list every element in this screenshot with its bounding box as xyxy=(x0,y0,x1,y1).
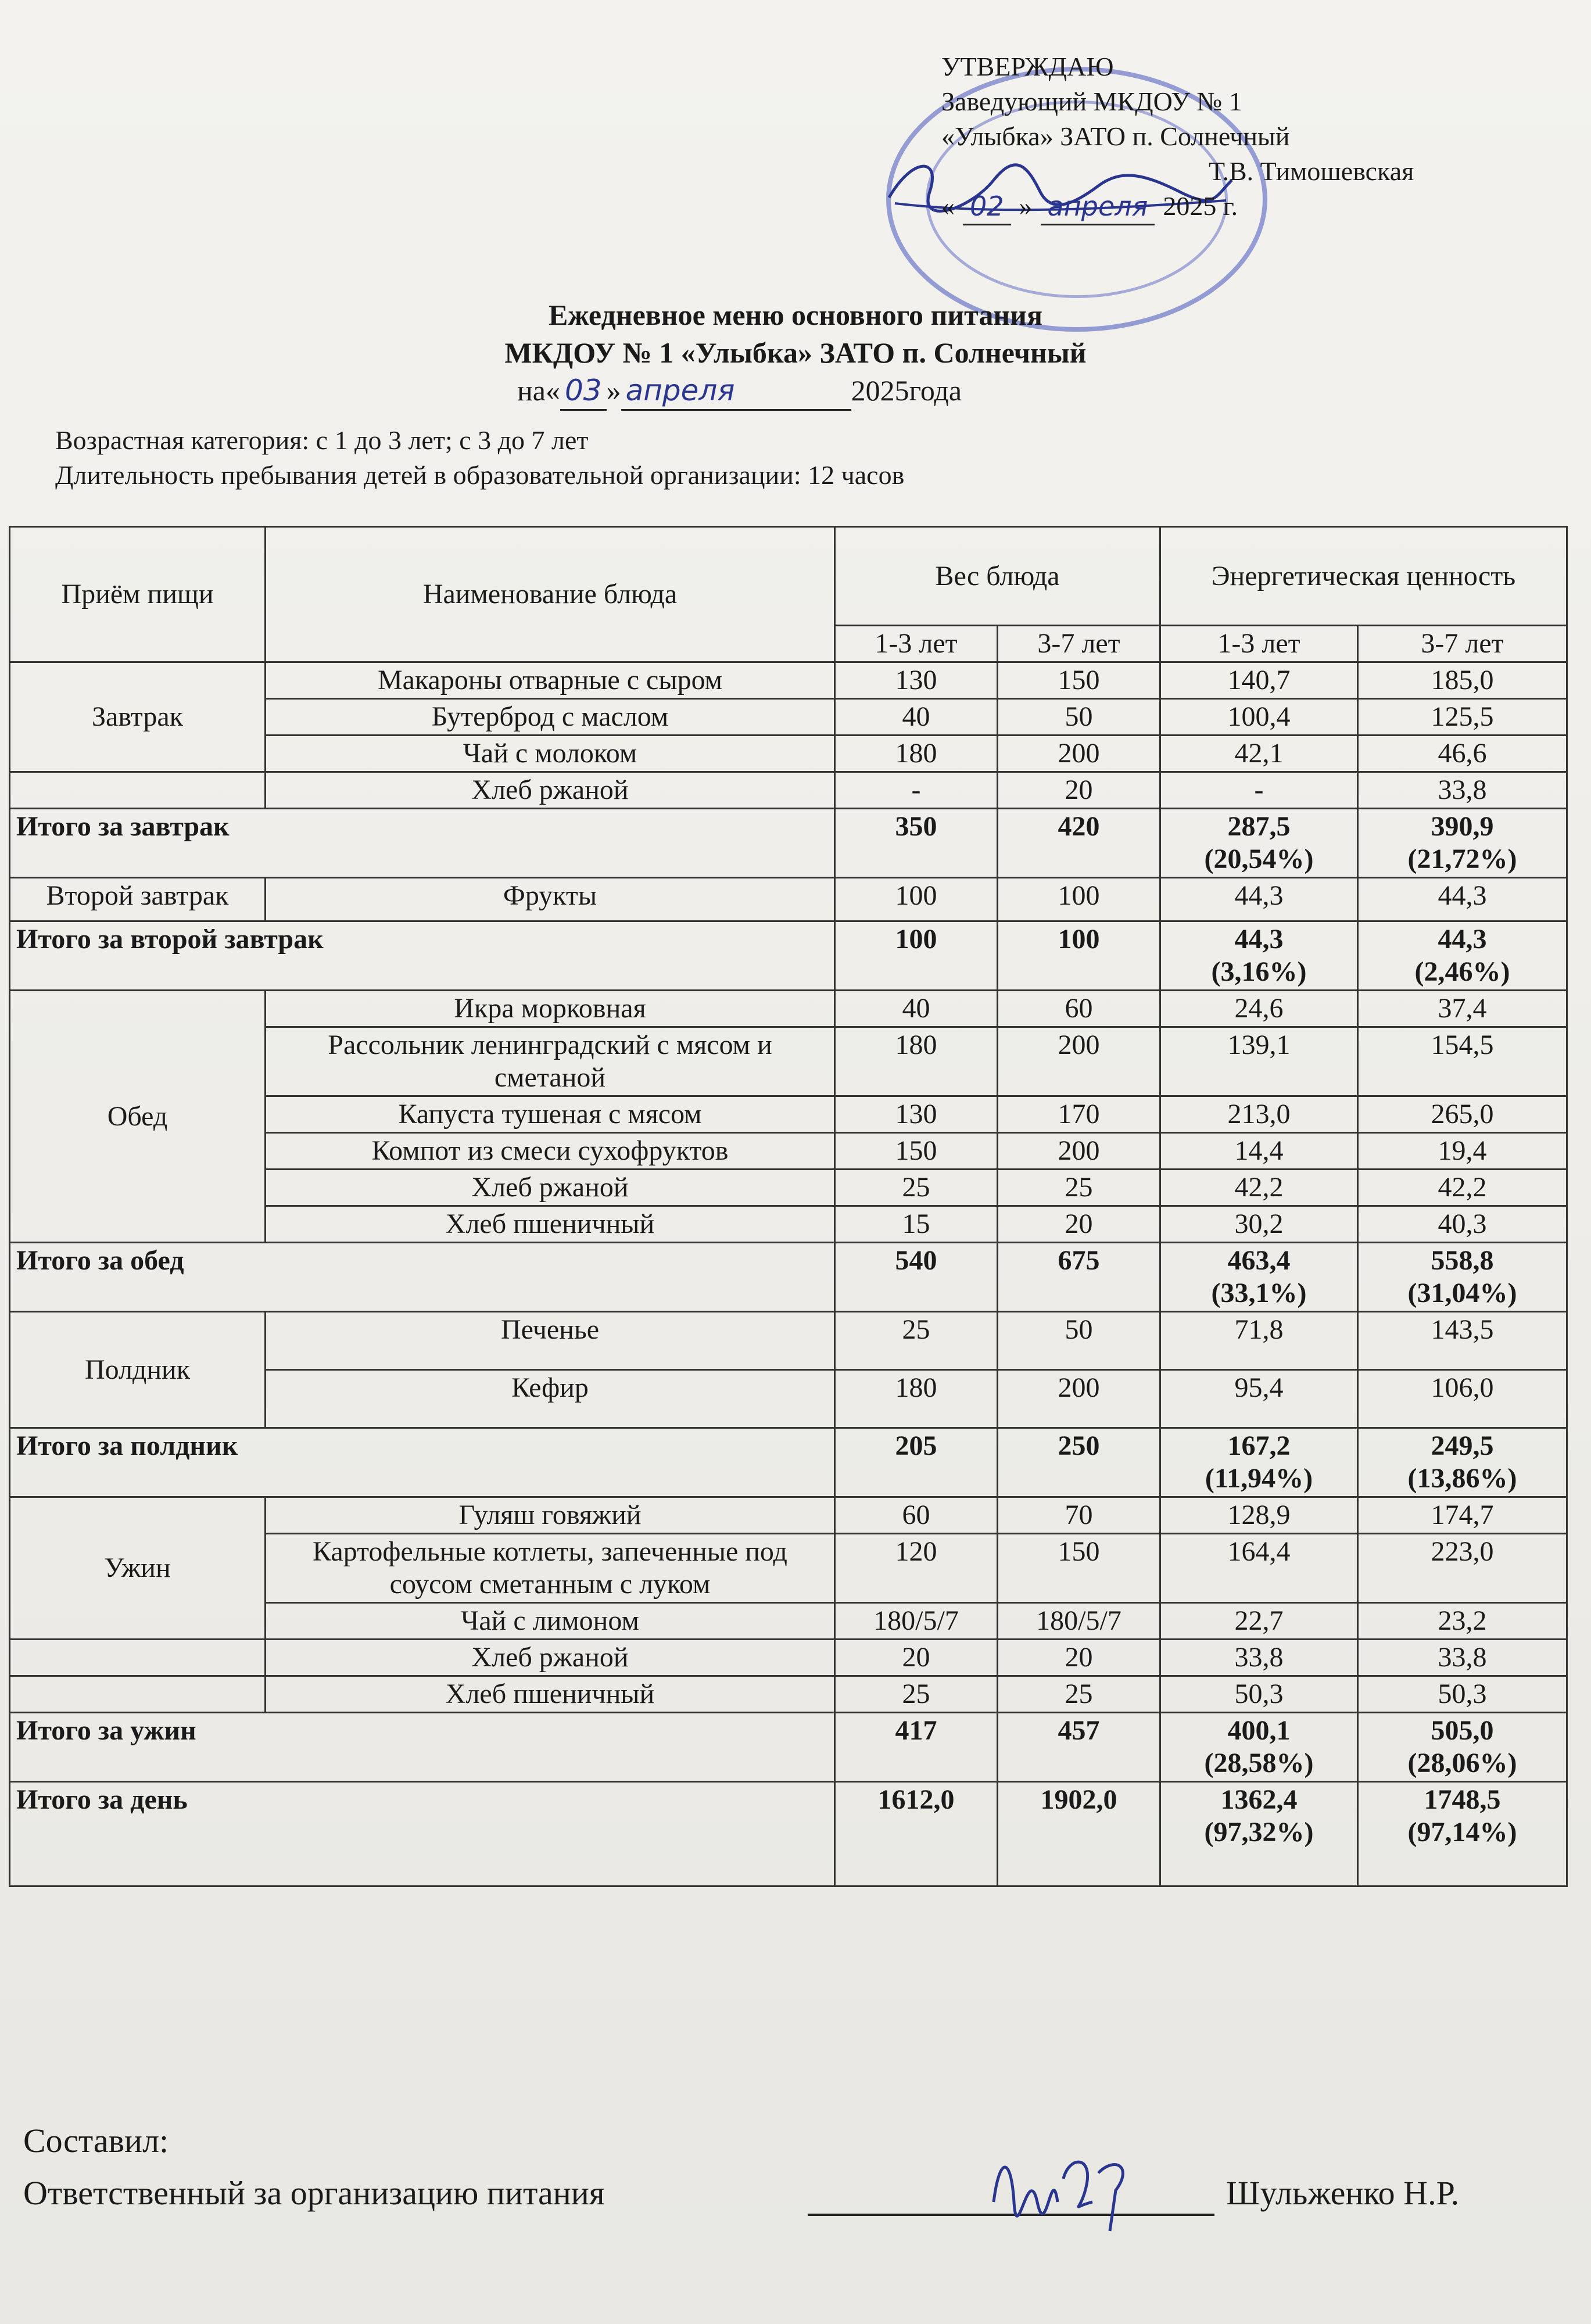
weight-1-3: 100 xyxy=(835,878,998,921)
menu-date-mid: » xyxy=(606,374,621,407)
dish-name: Капуста тушеная с мясом xyxy=(266,1096,835,1133)
energy-1-3: 139,1 xyxy=(1160,1027,1358,1096)
energy-1-3: 50,3 xyxy=(1160,1676,1358,1713)
energy-1-3: 14,4 xyxy=(1160,1133,1358,1170)
menu-title: Ежедневное меню основного питания xyxy=(548,299,1043,331)
energy-1-3: 100,4 xyxy=(1160,699,1358,736)
approval-heading: УТВЕРЖДАЮ xyxy=(941,52,1114,81)
weight-1-3: 40 xyxy=(835,991,998,1027)
total-energy-3-7 xyxy=(1358,921,1567,991)
meal-empty xyxy=(10,772,266,809)
header-weight-1-3: 1-3 лет xyxy=(835,626,998,662)
total-row-breakfast xyxy=(10,809,1567,878)
table-row xyxy=(10,662,1567,699)
energy-1-3: 42,2 xyxy=(1160,1170,1358,1206)
weight-1-3: - xyxy=(835,772,998,809)
total-row-snack xyxy=(10,1428,1567,1497)
total-label: Итого за завтрак xyxy=(10,809,835,878)
weight-1-3: 25 xyxy=(835,1676,998,1713)
total-energy-percent: (13,86%) xyxy=(1407,1463,1517,1494)
energy-1-3: 24,6 xyxy=(1160,991,1358,1027)
weight-1-3: 60 xyxy=(835,1497,998,1534)
total-energy-3-7 xyxy=(1358,1428,1567,1497)
total-energy-3-7 xyxy=(1358,809,1567,878)
total-label: Итого за день xyxy=(10,1782,835,1887)
total-energy-1-3 xyxy=(1160,1713,1358,1782)
weight-3-7: 25 xyxy=(998,1676,1160,1713)
total-weight-3-7: 100 xyxy=(998,921,1160,991)
meal-empty xyxy=(10,1676,266,1713)
total-weight-1-3: 417 xyxy=(835,1713,998,1782)
weight-3-7: 200 xyxy=(998,1027,1160,1096)
energy-3-7: 143,5 xyxy=(1358,1312,1567,1370)
weight-3-7: 70 xyxy=(998,1497,1160,1534)
header-energy: Энергетическая ценность xyxy=(1160,527,1567,626)
total-energy-percent: (2,46%) xyxy=(1414,956,1510,987)
energy-3-7: 154,5 xyxy=(1358,1027,1567,1096)
weight-3-7: 50 xyxy=(998,699,1160,736)
dish-name: Компот из смеси сухофруктов xyxy=(266,1133,835,1170)
table-row xyxy=(10,1640,1567,1676)
energy-1-3: 213,0 xyxy=(1160,1096,1358,1133)
weight-3-7: 150 xyxy=(998,662,1160,699)
weight-1-3: 130 xyxy=(835,662,998,699)
meal-dinner: Ужин xyxy=(10,1497,266,1640)
weight-3-7: 25 xyxy=(998,1170,1160,1206)
meal-lunch: Обед xyxy=(10,991,266,1243)
total-energy-value: 390,9 xyxy=(1431,811,1494,842)
weight-3-7: 100 xyxy=(998,878,1160,921)
weight-1-3: 180 xyxy=(835,1370,998,1428)
total-row-lunch xyxy=(10,1243,1567,1312)
weight-3-7: 20 xyxy=(998,772,1160,809)
total-weight-1-3: 205 xyxy=(835,1428,998,1497)
energy-3-7: 223,0 xyxy=(1358,1534,1567,1603)
total-energy-value: 1748,5 xyxy=(1424,1784,1501,1815)
total-energy-value: 400,1 xyxy=(1227,1715,1291,1746)
table-row xyxy=(10,1312,1567,1370)
approval-date-day: 02 xyxy=(963,189,1011,225)
energy-1-3: - xyxy=(1160,772,1358,809)
responsible-name: Шульженко Н.Р. xyxy=(1226,2174,1460,2212)
dish-name: Печенье xyxy=(266,1312,835,1370)
energy-3-7: 106,0 xyxy=(1358,1370,1567,1428)
weight-3-7: 50 xyxy=(998,1312,1160,1370)
total-weight-1-3: 350 xyxy=(835,809,998,878)
total-energy-percent: (20,54%) xyxy=(1204,844,1314,874)
total-row-dinner xyxy=(10,1713,1567,1782)
approval-name: Т.В. Тимошевская xyxy=(1209,156,1414,186)
approval-date xyxy=(941,189,1522,225)
weight-3-7: 60 xyxy=(998,991,1160,1027)
total-energy-value: 44,3 xyxy=(1438,924,1487,955)
age-category: Возрастная категория: с 1 до 3 лет; с 3 до 7 лет xyxy=(55,425,589,455)
dish-name: Кефир xyxy=(266,1370,835,1428)
composed-by-label: Составил: xyxy=(23,2122,169,2160)
total-weight-1-3: 100 xyxy=(835,921,998,991)
header-energy-1-3: 1-3 лет xyxy=(1160,626,1358,662)
weight-1-3: 25 xyxy=(835,1312,998,1370)
weight-3-7: 180/5/7 xyxy=(998,1603,1160,1640)
energy-1-3: 95,4 xyxy=(1160,1370,1358,1428)
weight-1-3: 120 xyxy=(835,1534,998,1603)
total-energy-value: 167,2 xyxy=(1227,1430,1291,1461)
dish-name: Гуляш говяжий xyxy=(266,1497,835,1534)
total-energy-percent: (28,58%) xyxy=(1204,1748,1314,1778)
energy-1-3: 22,7 xyxy=(1160,1603,1358,1640)
weight-3-7: 20 xyxy=(998,1640,1160,1676)
table-row xyxy=(10,878,1567,921)
approval-date-mid: » xyxy=(1019,191,1033,221)
total-energy-value: 287,5 xyxy=(1227,811,1291,842)
total-energy-value: 505,0 xyxy=(1431,1715,1494,1746)
dish-name: Хлеб ржаной xyxy=(266,1170,835,1206)
dish-name: Картофельные котлеты, запеченные под соусом сметанным с луком xyxy=(266,1534,835,1603)
total-energy-value: 44,3 xyxy=(1234,924,1284,955)
header-dish: Наименование блюда xyxy=(266,527,835,662)
energy-3-7: 33,8 xyxy=(1358,772,1567,809)
responsible-signature xyxy=(982,2132,1156,2237)
dish-name: Хлеб ржаной xyxy=(266,772,835,809)
total-weight-3-7: 1902,0 xyxy=(998,1782,1160,1887)
weight-3-7: 200 xyxy=(998,1133,1160,1170)
total-energy-1-3 xyxy=(1160,1782,1358,1887)
weight-1-3: 180/5/7 xyxy=(835,1603,998,1640)
energy-1-3: 164,4 xyxy=(1160,1534,1358,1603)
approval-date-open: « xyxy=(941,191,955,221)
total-energy-percent: (97,32%) xyxy=(1204,1817,1314,1848)
table-row xyxy=(10,991,1567,1027)
energy-3-7: 265,0 xyxy=(1358,1096,1567,1133)
energy-3-7: 37,4 xyxy=(1358,991,1567,1027)
header-meal: Приём пищи xyxy=(10,527,266,662)
dish-name: Бутерброд с маслом xyxy=(266,699,835,736)
energy-1-3: 71,8 xyxy=(1160,1312,1358,1370)
meal-second-breakfast: Второй завтрак xyxy=(10,878,266,921)
energy-3-7: 33,8 xyxy=(1358,1640,1567,1676)
total-row-day xyxy=(10,1782,1567,1887)
total-weight-3-7: 250 xyxy=(998,1428,1160,1497)
weight-3-7: 200 xyxy=(998,1370,1160,1428)
total-energy-percent: (21,72%) xyxy=(1407,844,1517,874)
energy-3-7: 185,0 xyxy=(1358,662,1567,699)
energy-3-7: 174,7 xyxy=(1358,1497,1567,1534)
weight-1-3: 130 xyxy=(835,1096,998,1133)
total-energy-percent: (11,94%) xyxy=(1205,1463,1313,1494)
energy-3-7: 125,5 xyxy=(1358,699,1567,736)
total-label: Итого за полдник xyxy=(10,1428,835,1497)
energy-3-7: 50,3 xyxy=(1358,1676,1567,1713)
table-row xyxy=(10,1676,1567,1713)
dish-name: Рассольник ленинградский с мясом и сметаной xyxy=(266,1027,835,1096)
approval-organization: «Улыбка» ЗАТО п. Солнечный xyxy=(941,121,1290,151)
table-row xyxy=(10,1497,1567,1534)
header-weight: Вес блюда xyxy=(835,527,1160,626)
total-energy-percent: (97,14%) xyxy=(1407,1817,1517,1848)
dish-name: Чай с молоком xyxy=(266,736,835,772)
table-header-row xyxy=(10,527,1567,626)
approval-position: Заведующий МКДОУ № 1 xyxy=(941,87,1242,116)
total-label: Итого за второй завтрак xyxy=(10,921,835,991)
dish-name: Хлеб пшеничный xyxy=(266,1206,835,1243)
weight-3-7: 200 xyxy=(998,736,1160,772)
approval-block xyxy=(941,49,1522,225)
weight-1-3: 15 xyxy=(835,1206,998,1243)
header-weight-3-7: 3-7 лет xyxy=(998,626,1160,662)
menu-date xyxy=(517,372,962,411)
total-weight-3-7: 457 xyxy=(998,1713,1160,1782)
total-energy-1-3 xyxy=(1160,921,1358,991)
menu-date-prefix: на« xyxy=(517,374,560,407)
weight-1-3: 40 xyxy=(835,699,998,736)
total-energy-3-7 xyxy=(1358,1713,1567,1782)
energy-1-3: 44,3 xyxy=(1160,878,1358,921)
total-energy-1-3 xyxy=(1160,809,1358,878)
approval-date-month: апреля xyxy=(1041,189,1155,225)
menu-organization: МКДОУ № 1 «Улыбка» ЗАТО п. Солнечный xyxy=(504,336,1087,369)
total-energy-percent: (28,06%) xyxy=(1407,1748,1517,1778)
weight-3-7: 170 xyxy=(998,1096,1160,1133)
total-energy-percent: (3,16%) xyxy=(1211,956,1307,987)
total-energy-1-3 xyxy=(1160,1243,1358,1312)
dish-name: Хлеб ржаной xyxy=(266,1640,835,1676)
menu-date-day: 03 xyxy=(560,372,607,411)
total-label: Итого за обед xyxy=(10,1243,835,1312)
energy-1-3: 140,7 xyxy=(1160,662,1358,699)
weight-3-7: 150 xyxy=(998,1534,1160,1603)
total-label: Итого за ужин xyxy=(10,1713,835,1782)
total-energy-value: 558,8 xyxy=(1431,1245,1494,1276)
menu-table xyxy=(9,526,1568,1887)
energy-1-3: 42,1 xyxy=(1160,736,1358,772)
energy-3-7: 42,2 xyxy=(1358,1170,1567,1206)
total-energy-value: 463,4 xyxy=(1227,1245,1291,1276)
total-energy-percent: (33,1%) xyxy=(1211,1278,1307,1308)
energy-1-3: 30,2 xyxy=(1160,1206,1358,1243)
approval-date-year: 2025 г. xyxy=(1163,191,1238,221)
weight-3-7: 20 xyxy=(998,1206,1160,1243)
responsible-role: Ответственный за организацию питания xyxy=(23,2174,605,2212)
meal-breakfast: Завтрак xyxy=(10,662,266,772)
total-energy-value: 249,5 xyxy=(1431,1430,1494,1461)
stay-duration: Длительность пребывания детей в образовательной организации: 12 часов xyxy=(55,460,905,490)
energy-1-3: 128,9 xyxy=(1160,1497,1358,1534)
energy-3-7: 40,3 xyxy=(1358,1206,1567,1243)
total-energy-3-7 xyxy=(1358,1782,1567,1887)
menu-date-month: апреля xyxy=(621,372,851,411)
menu-date-year: 2025года xyxy=(851,374,962,407)
energy-1-3: 33,8 xyxy=(1160,1640,1358,1676)
total-weight-3-7: 675 xyxy=(998,1243,1160,1312)
total-energy-percent: (31,04%) xyxy=(1407,1278,1517,1308)
dish-name: Икра морковная xyxy=(266,991,835,1027)
energy-3-7: 23,2 xyxy=(1358,1603,1567,1640)
total-energy-1-3 xyxy=(1160,1428,1358,1497)
header-energy-3-7: 3-7 лет xyxy=(1358,626,1567,662)
total-weight-1-3: 540 xyxy=(835,1243,998,1312)
total-weight-3-7: 420 xyxy=(998,809,1160,878)
dish-name: Чай с лимоном xyxy=(266,1603,835,1640)
energy-3-7: 19,4 xyxy=(1358,1133,1567,1170)
weight-1-3: 180 xyxy=(835,1027,998,1096)
weight-1-3: 150 xyxy=(835,1133,998,1170)
energy-3-7: 46,6 xyxy=(1358,736,1567,772)
weight-1-3: 180 xyxy=(835,736,998,772)
dish-name: Хлеб пшеничный xyxy=(266,1676,835,1713)
weight-1-3: 20 xyxy=(835,1640,998,1676)
meal-empty xyxy=(10,1640,266,1676)
total-row-second-breakfast xyxy=(10,921,1567,991)
total-energy-3-7 xyxy=(1358,1243,1567,1312)
weight-1-3: 25 xyxy=(835,1170,998,1206)
dish-name: Макароны отварные с сыром xyxy=(266,662,835,699)
total-weight-1-3: 1612,0 xyxy=(835,1782,998,1887)
dish-name: Фрукты xyxy=(266,878,835,921)
meal-snack: Полдник xyxy=(10,1312,266,1428)
table-row xyxy=(10,772,1567,809)
energy-3-7: 44,3 xyxy=(1358,878,1567,921)
total-energy-value: 1362,4 xyxy=(1220,1784,1298,1815)
